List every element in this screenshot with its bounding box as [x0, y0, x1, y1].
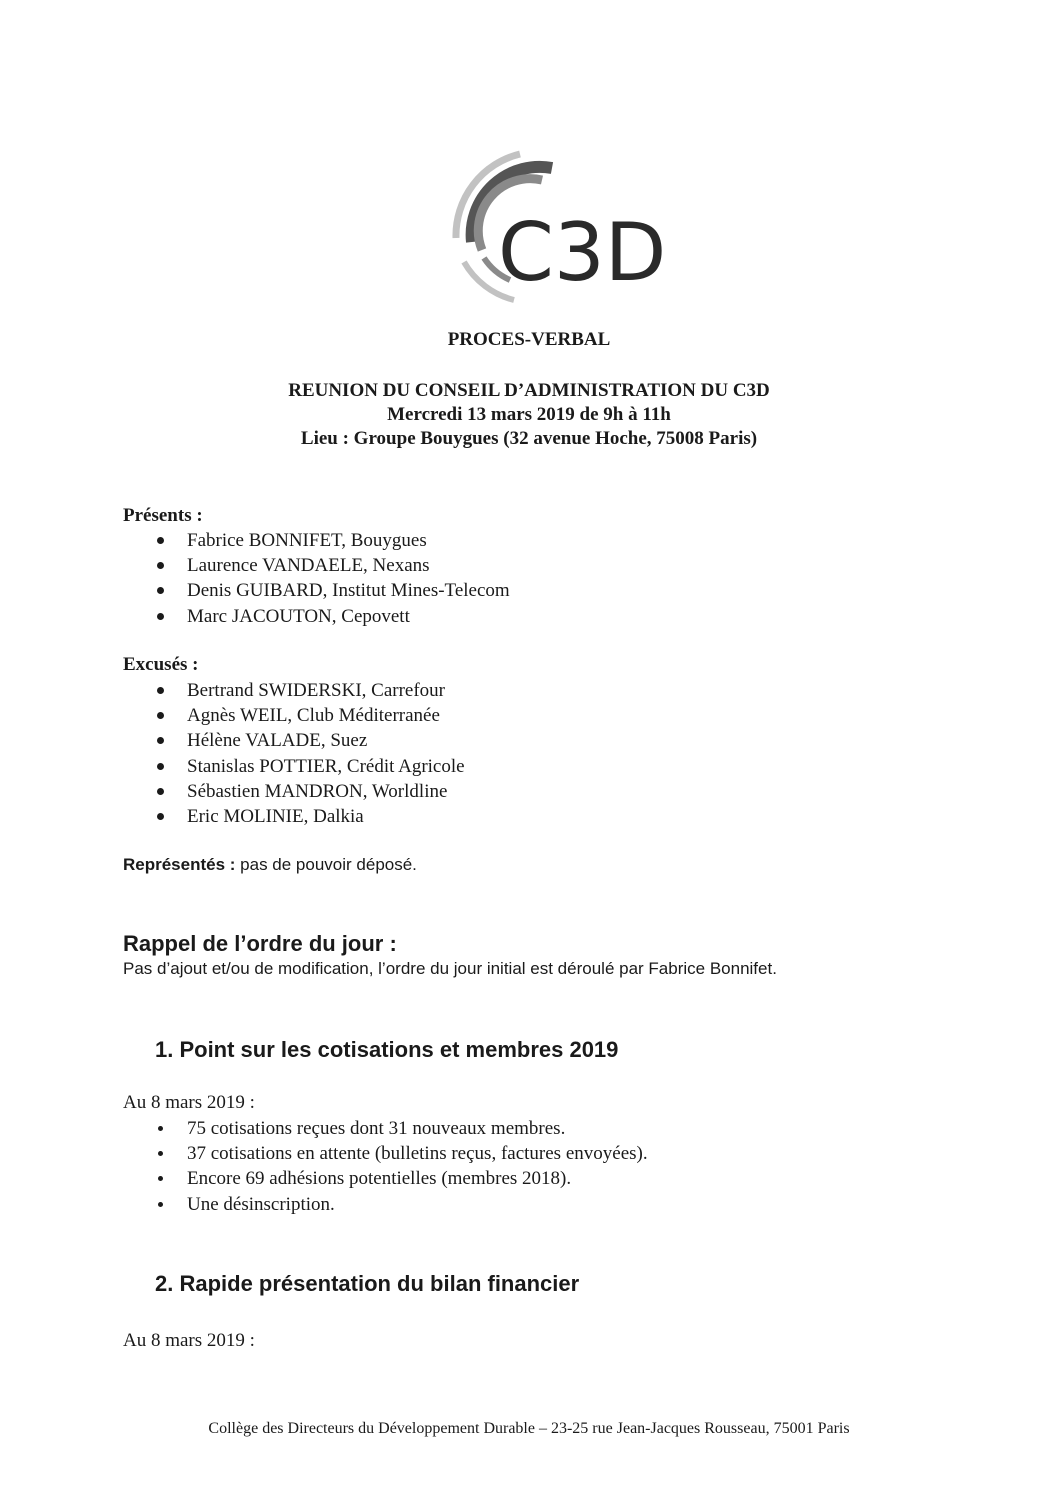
- document-title: PROCES-VERBAL: [447, 329, 611, 350]
- c3d-logo-graphic: [434, 150, 667, 310]
- representes-text: pas de pouvoir déposé.: [235, 855, 417, 874]
- meeting-title: REUNION DU CONSEIL D’ADMINISTRATION DU C3D: [288, 380, 770, 401]
- bullet-icon: [157, 737, 164, 744]
- bullet-icon: [157, 788, 164, 795]
- list-item: Bertrand SWIDERSKI, Carrefour: [123, 678, 465, 703]
- bullet-icon: [157, 763, 164, 770]
- c3d-logo: [434, 150, 667, 310]
- list-item: Agnès WEIL, Club Méditerranée: [123, 703, 465, 728]
- page-footer: Collège des Directeurs du Développement Durable – 23-25 rue Jean-Jacques Rousseau, 75001 Paris: [208, 1420, 850, 1437]
- presents-list: [123, 528, 510, 629]
- presents-label: Présents :: [123, 505, 203, 526]
- logo-text: C3D: [498, 206, 667, 299]
- bullet-icon: [157, 712, 164, 719]
- bullet-icon: [158, 1151, 163, 1156]
- section1-heading: 1. Point sur les cotisations et membres 2019: [155, 1037, 619, 1062]
- list-item: 75 cotisations reçues dont 31 nouveaux membres.: [123, 1116, 648, 1141]
- meeting-date: Mercredi 13 mars 2019 de 9h à 11h: [387, 404, 671, 425]
- list-item: Encore 69 adhésions potentielles (membres 2018).: [123, 1166, 648, 1191]
- meeting-location: Lieu : Groupe Bouygues (32 avenue Hoche, 75008 Paris): [300, 428, 758, 449]
- bullet-icon: [157, 687, 164, 694]
- bullet-icon: [158, 1202, 163, 1207]
- excuses-list: [123, 678, 465, 829]
- list-item: Sébastien MANDRON, Worldline: [123, 779, 465, 804]
- representes-line: [123, 855, 417, 875]
- list-item: Une désinscription.: [123, 1192, 648, 1217]
- ordre-du-jour-text: Pas d’ajout et/ou de modification, l’ordre du jour initial est déroulé par Fabrice Bonnifet.: [123, 959, 777, 978]
- list-item: Eric MOLINIE, Dalkia: [123, 804, 465, 829]
- list-item: Laurence VANDAELE, Nexans: [123, 553, 510, 578]
- bullet-icon: [158, 1176, 163, 1181]
- bullet-icon: [158, 1126, 163, 1131]
- list-item: Stanislas POTTIER, Crédit Agricole: [123, 754, 465, 779]
- bullet-icon: [157, 813, 164, 820]
- excuses-label: Excusés :: [123, 654, 199, 675]
- ordre-du-jour-heading: Rappel de l’ordre du jour :: [123, 931, 397, 956]
- bullet-icon: [157, 613, 164, 620]
- representes-label: Représentés :: [123, 855, 236, 874]
- bullet-icon: [157, 562, 164, 569]
- list-item: 37 cotisations en attente (bulletins reçus, factures envoyées).: [123, 1141, 648, 1166]
- bullet-icon: [157, 587, 164, 594]
- bullet-icon: [157, 537, 164, 544]
- section1-intro: Au 8 mars 2019 :: [123, 1092, 255, 1113]
- list-item: Denis GUIBARD, Institut Mines-Telecom: [123, 578, 510, 603]
- list-item: Fabrice BONNIFET, Bouygues: [123, 528, 510, 553]
- section2-heading: 2. Rapide présentation du bilan financier: [155, 1271, 580, 1296]
- list-item: Marc JACOUTON, Cepovett: [123, 604, 510, 629]
- list-item: Hélène VALADE, Suez: [123, 728, 465, 753]
- section2-intro: Au 8 mars 2019 :: [123, 1330, 255, 1351]
- section1-list: [123, 1116, 648, 1217]
